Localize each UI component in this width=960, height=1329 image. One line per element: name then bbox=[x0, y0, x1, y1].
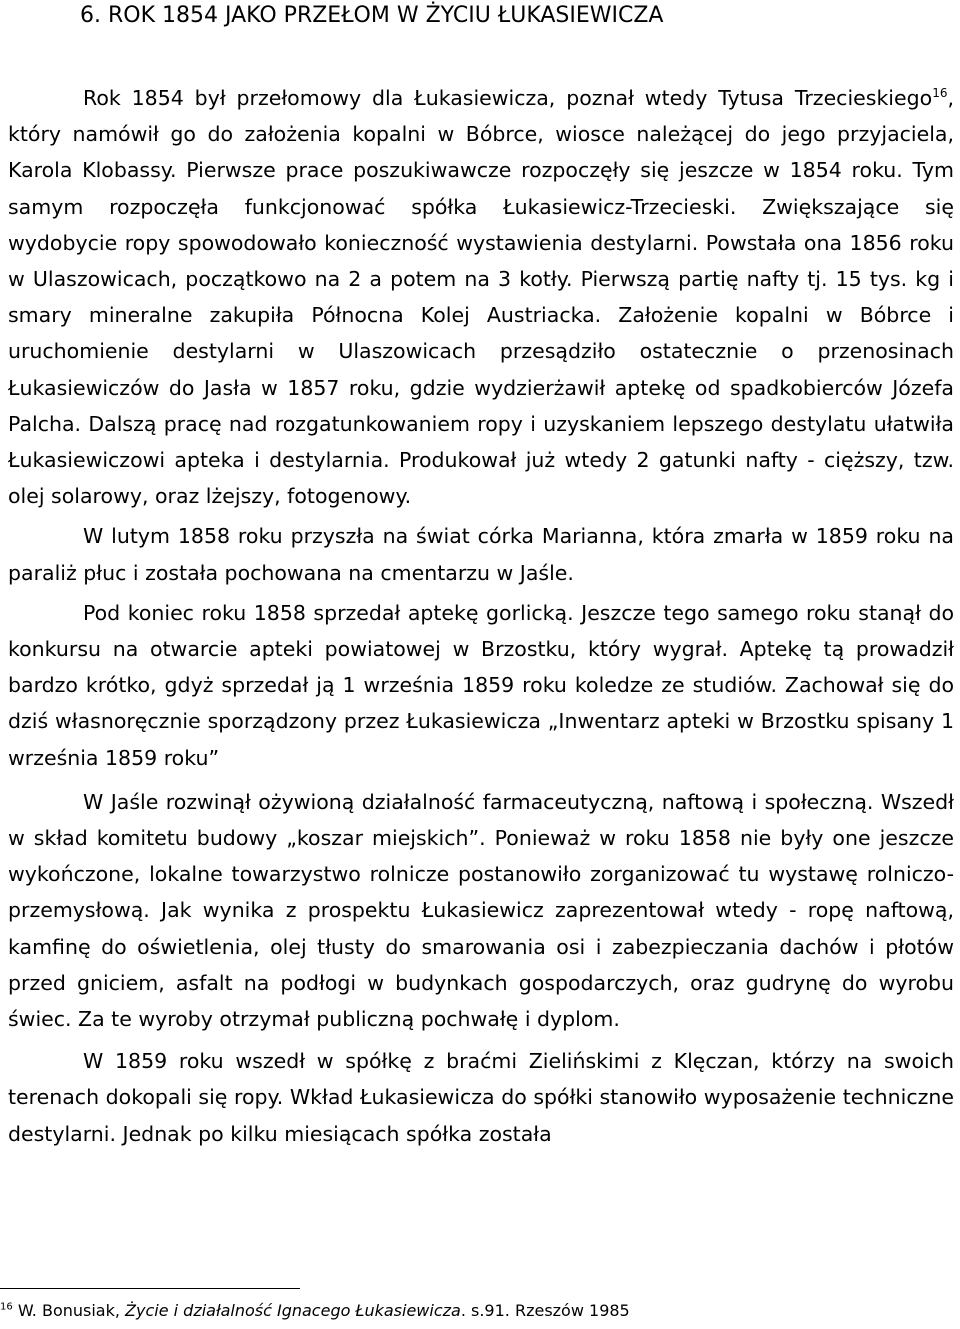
paragraph-5: W 1859 roku wszedł w spółkę z braćmi Zielińskimi z Klęczan, którzy na swoich terenach dokopali się ropy. Wkład Łukasiewicza do spółki stanowiło wyposażenie techniczne destylarni. Jednak po kilku miesiącach spółka została bbox=[8, 1049, 954, 1146]
paragraph-4: W Jaśle rozwinął ożywioną działalność farmaceutyczną, naftową i społeczną. Wszedł w skład komitetu budowy „koszar miejskich”. Ponieważ w roku 1858 nie były one jeszcze wykończone, lokalne towarzystwo rolnicze postanowiło zorganizować tu wystawę rolniczo-przemysłową. Jak wynika z prospektu Łukasiewicz zaprezentował wtedy - ropę naftową, kamfinę do oświetlenia, olej tłusty do smarowania osi i zabezpieczania dachów i płotów przed gniciem, asfalt na podłogi w budynkach gospodarczych, oraz gudrynę do wyrobu świec. Za te wyroby otrzymał publiczną pochwałę i dyplom. bbox=[8, 789, 954, 1032]
footnote-author: W. Bonusiak, bbox=[12, 1301, 126, 1320]
footnote-reference: 16 bbox=[932, 86, 948, 101]
footnote-number: 16 bbox=[0, 1301, 13, 1313]
footnote-separator bbox=[0, 1288, 300, 1289]
footnote bbox=[0, 1300, 630, 1322]
chapter-body bbox=[8, 80, 954, 1152]
paragraph-1-text-a: Rok 1854 był przełomowy dla Łukasiewicza, poznał wtedy Tytusa Trzecieskiego bbox=[83, 86, 933, 110]
footnote-details: . s.91. Rzeszów 1985 bbox=[460, 1301, 630, 1320]
paragraph-1 bbox=[8, 80, 954, 514]
paragraph-2: W lutym 1858 roku przyszła na świat córka Marianna, która zmarła w 1859 roku na paraliż płuc i została pochowana na cmentarzu w Jaśle. bbox=[8, 524, 954, 585]
chapter-heading: 6. ROK 1854 JAKO PRZEŁOM W ŻYCIU ŁUKASIEWICZA bbox=[80, 3, 664, 28]
paragraph-3: Pod koniec roku 1858 sprzedał aptekę gorlicką. Jeszcze tego samego roku stanął do konkursu na otwarcie apteki powiatowej w Brzostku, który wygrał. Aptekę tą prowadził bardzo krótko, gdyż sprzedał ją 1 września 1859 roku koledze ze studiów. Zachował się do dziś własnoręcznie sporządzony przez Łukasiewicza „Inwentarz apteki w Brzostku spisany 1 września 1859 roku” bbox=[8, 600, 954, 770]
footnote-title: Życie i działalność Ignacego Łukasiewicza bbox=[125, 1301, 461, 1320]
paragraph-1-text-b: , który namówił go do założenia kopalni w Bóbrce, wiosce należącej do jego przyjaciela, Karola Klobassy. Pierwsze prace poszukiwawcze rozpoczęły się jeszcze w 1854 roku. Tym samym rozpoczęła funkcjonować spółka Łukasiewicz-Trzecieski. Zwiększające się wydobycie ropy spowodowało konieczność wystawienia destylarni. Powstała ona 1856 roku w Ulaszowicach, początkowo na 2 a potem na 3 kotły. Pierwszą partię nafty tj. 15 tys. kg i smary mineralne zakupiła Północna Kolej Austriacka. Założenie kopalni w Bóbrce i uruchomienie destylarni w Ulaszowicach przesądziło ostatecznie o przenosinach Łukasiewiczów do Jasła w 1857 roku, gdzie wydzierżawił aptekę od spadkobierców Józefa Palcha. Dalszą pracę nad rozgatunkowaniem ropy i uzyskaniem lepszego destylatu ułatwiła Łukasiewiczowi apteka i destylarnia. Produkował już wtedy 2 gatunki nafty - cięższy, tzw. olej solarowy, oraz lżejszy, fotogenowy. bbox=[8, 86, 954, 509]
